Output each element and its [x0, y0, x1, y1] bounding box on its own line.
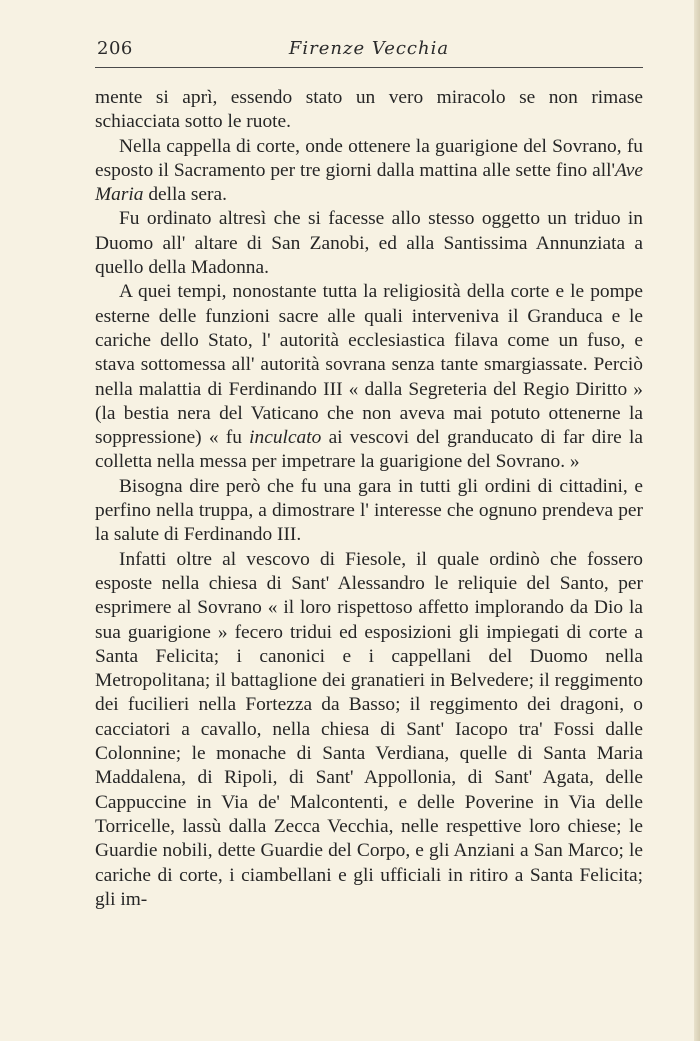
paragraph-continuation [95, 86, 643, 135]
paragraph-text: mente si aprì, essendo stato un vero miracolo se non rimase schiacciata sotto le ruote. [95, 87, 643, 133]
paragraph-gara [95, 475, 643, 548]
body-text [95, 86, 643, 912]
italic-phrase: Ave Maria [95, 159, 643, 206]
page-header [95, 36, 643, 66]
paragraph-tempi [95, 280, 643, 474]
paragraph-infatti [95, 548, 643, 912]
paragraph-text: della sera. [143, 184, 227, 206]
paragraph-cappella [95, 135, 643, 208]
running-title: Firenze Vecchia [288, 38, 450, 59]
page-number: 206 [97, 38, 133, 59]
paragraph-text: Nella cappella di corte, onde ottenere la guarigione del Sovrano, fu esposto il Sacramento per tre giorni dalla mattina alle sette fino all' [95, 135, 643, 181]
paragraph-text: ai vescovi del granducato di far dire la colletta nella messa per impetrare la guarigione del Sovrano. » [95, 427, 643, 473]
paragraph-text: A quei tempi, nonostante tutta la religiosità della corte e le pompe esterne delle funzioni sacre alle quali interveniva il Granduca e le cariche dello Stato, l' autorità ecclesiastica filava come un fuso, e stava sottomessa all' autorità sovrana senza tante smargiassate. Perciò nella malattia di Ferdinando III « dalla Segreteria del Regio Diritto » (la bestia nera del Vaticano che non aveva mai potuto ottenerne la soppressione) « fu [95, 281, 643, 449]
paragraph-text: Bisogna dire però che fu una gara in tutti gli ordini di cittadini, e perfino nella truppa, a dimostrare l' interesse che ognuno prendeva per la salute di Ferdinando III. [95, 475, 643, 546]
page-edge [694, 0, 700, 1041]
header-rule [95, 67, 643, 68]
paragraph-text: Infatti oltre al vescovo di Fiesole, il quale ordinò che fossero esposte nella chiesa di Sant' Alessandro le reliquie del Santo, per esprimere al Sovrano « il loro rispettoso affetto implorando da Dio la sua guarigione » fecero tridui ed esposizioni gli impiegati di corte a Santa Felicita; i canonici e i cappellani del Duomo nella Metropolitana; il battaglione dei granatieri in Belvedere; il reggimento dei fucilieri nella Fortezza da Basso; il reggimento dei dragoni, o cacciatori a cavallo, nella chiesa di Sant' Iacopo tra' Fossi dalle Colonnine; le monache di Santa Verdiana, quelle di Santa Maria Maddalena, di Ripoli, di Sant' Appollonia, di Sant' Agata, delle Cappuccine in Via de' Malcontenti, e delle Poverine in Via delle Torricelle, lassù dalla Zecca Vecchia, nelle respettive loro chiese; le Guardie nobili, dette Guardie del Corpo, e gli Anziani a San Marco; le cariche di corte, i ciambellani e gli ufficiali in ritiro a Santa Felicita; gli im- [95, 548, 643, 910]
paragraph-triduo [95, 207, 643, 280]
italic-phrase: inculcato [249, 427, 322, 449]
paragraph-text: Fu ordinato altresì che si facesse allo stesso oggetto un triduo in Duomo all' altare di San Zanobi, ed alla Santissima Annunziata a quello della Madonna. [95, 208, 643, 279]
